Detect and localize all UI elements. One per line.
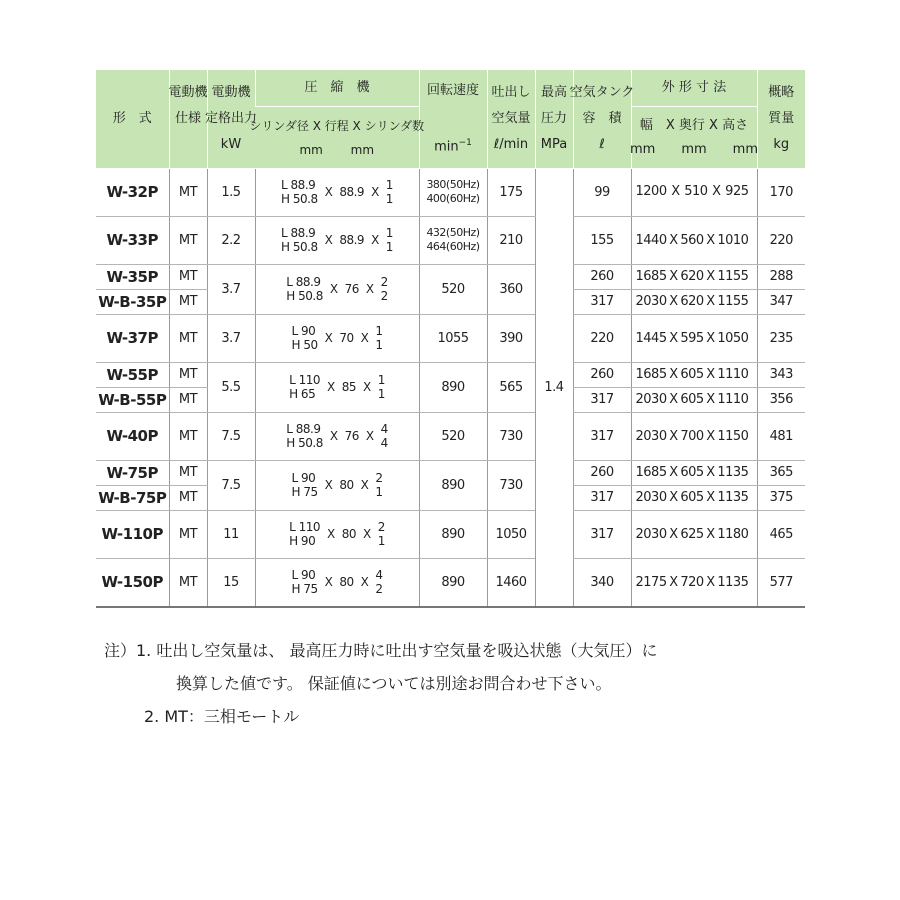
pressure-cell: 1.4 bbox=[535, 168, 573, 607]
dimension-value: 1135 bbox=[717, 465, 749, 480]
mass-cell: 288 bbox=[757, 264, 805, 289]
dimension-value: 605 bbox=[680, 367, 704, 382]
cylinder-count: 1 bbox=[375, 324, 383, 338]
dimension-value: 560 bbox=[680, 232, 704, 248]
model-cell: W-40P bbox=[96, 412, 169, 460]
model-cell: W-37P bbox=[96, 314, 169, 362]
mass-cell: 235 bbox=[757, 314, 805, 362]
dimension-value: X bbox=[669, 232, 678, 248]
dimension-value: X bbox=[669, 428, 678, 444]
dimension-value: 2030 bbox=[635, 294, 667, 309]
bore-value: L 88.9 bbox=[281, 177, 316, 192]
dimension-value: 1110 bbox=[717, 392, 749, 407]
times-sign: X bbox=[371, 233, 379, 247]
kw-cell: 5.5 bbox=[207, 362, 255, 412]
rpm-value: 890 bbox=[441, 477, 465, 493]
cylinder-count: 2 bbox=[380, 275, 388, 289]
bore-value: L 110 bbox=[289, 373, 320, 387]
bore-value: H 75 bbox=[291, 485, 318, 499]
table-row bbox=[96, 314, 805, 362]
cylinder-count: 2 bbox=[375, 471, 383, 485]
spec-table bbox=[96, 70, 805, 608]
air-cell: 175 bbox=[487, 168, 535, 216]
table-row bbox=[96, 264, 805, 289]
dimension-value: X bbox=[669, 367, 678, 382]
header-tank: 空気タンク 容 積 ℓ bbox=[573, 70, 631, 168]
dimension-value: 1135 bbox=[717, 574, 749, 590]
header-mass: 概略 質量 kg bbox=[757, 70, 805, 168]
bore-value: L 88.9 bbox=[286, 275, 321, 289]
dimension-value: 1150 bbox=[717, 428, 749, 444]
header-discharge: 吐出し 空気量 ℓ/min bbox=[487, 70, 535, 168]
times-sign: X bbox=[360, 478, 369, 492]
times-sign: X bbox=[324, 575, 333, 589]
bore-value: L 90 bbox=[291, 471, 316, 485]
air-cell: 565 bbox=[487, 362, 535, 412]
table-header bbox=[96, 70, 805, 168]
times-sign: X bbox=[360, 575, 369, 589]
dimension-value: X bbox=[706, 428, 715, 444]
table-row bbox=[96, 216, 805, 264]
model-cell: W-35P bbox=[96, 264, 169, 289]
stroke-value: 88.9 bbox=[339, 184, 365, 199]
cylinder-count: 1 bbox=[377, 373, 385, 387]
rpm-cell bbox=[419, 168, 487, 216]
kw-cell: 3.7 bbox=[207, 314, 255, 362]
times-sign: X bbox=[360, 331, 369, 345]
table-row bbox=[96, 168, 805, 216]
tank-cell: 260 bbox=[573, 264, 631, 289]
times-sign: X bbox=[371, 184, 379, 199]
bore-value: L 88.9 bbox=[286, 422, 321, 436]
times-sign: X bbox=[324, 331, 333, 345]
dimension-value: X bbox=[706, 490, 715, 505]
times-sign: X bbox=[363, 380, 371, 394]
dimension-value: X bbox=[706, 294, 715, 309]
cylinder-count: 2 bbox=[380, 289, 388, 303]
model-cell: W-150P bbox=[96, 558, 169, 607]
dimension-value: 605 bbox=[680, 392, 704, 407]
tank-cell: 317 bbox=[573, 387, 631, 412]
model-cell: W-B-55P bbox=[96, 387, 169, 412]
tank-cell: 155 bbox=[573, 216, 631, 264]
bore-value: H 50.8 bbox=[281, 191, 318, 206]
tank-cell: 260 bbox=[573, 460, 631, 485]
kw-cell: 11 bbox=[207, 510, 255, 558]
motor-cell: MT bbox=[169, 412, 207, 460]
header-model: 形 式 bbox=[96, 70, 169, 168]
model-cell: W-B-75P bbox=[96, 485, 169, 510]
bore-value: H 90 bbox=[289, 534, 316, 548]
rpm-value: 400(60Hz) bbox=[426, 192, 480, 205]
dimensions-cell bbox=[631, 264, 757, 289]
dimensions-cell bbox=[631, 362, 757, 387]
air-cell: 1460 bbox=[487, 558, 535, 607]
header-dimensions: 外 形 寸 法 bbox=[631, 70, 757, 107]
cylinder-count: 1 bbox=[377, 534, 385, 548]
cylinder-count: 1 bbox=[385, 240, 393, 254]
air-cell: 360 bbox=[487, 264, 535, 314]
rpm-cell bbox=[419, 510, 487, 558]
dimension-value: X bbox=[669, 526, 678, 542]
rpm-cell bbox=[419, 412, 487, 460]
kw-cell: 2.2 bbox=[207, 216, 255, 264]
dimension-value: 605 bbox=[680, 465, 704, 480]
dimension-value: 2030 bbox=[635, 392, 667, 407]
cylinder-cell bbox=[255, 168, 419, 216]
motor-cell: MT bbox=[169, 510, 207, 558]
dimension-value: 1010 bbox=[717, 232, 749, 248]
dimension-value: X bbox=[669, 392, 678, 407]
dimension-value: 1155 bbox=[717, 269, 749, 284]
tank-cell: 317 bbox=[573, 289, 631, 314]
header-motor-spec: 電動機 仕様 bbox=[169, 70, 207, 168]
dimension-value: X bbox=[671, 184, 680, 200]
tank-cell: 220 bbox=[573, 314, 631, 362]
dimension-value: X bbox=[706, 330, 715, 346]
note-1-line-2: 換算した値です。 保証値については別途お問合わせ下さい。 bbox=[176, 674, 612, 693]
table-row bbox=[96, 558, 805, 607]
cylinder-count: 1 bbox=[377, 387, 385, 401]
rpm-cell bbox=[419, 216, 487, 264]
rpm-value: 520 bbox=[441, 281, 465, 297]
stroke-value: 70 bbox=[339, 331, 354, 345]
table-row bbox=[96, 362, 805, 387]
stroke-value: 80 bbox=[341, 527, 357, 541]
dimensions-cell bbox=[631, 216, 757, 264]
dimension-value: 620 bbox=[680, 269, 704, 284]
motor-cell: MT bbox=[169, 264, 207, 289]
note-2: 2. MT：三相モートル bbox=[144, 707, 300, 726]
bore-value: H 50 bbox=[291, 338, 318, 352]
dimension-value: X bbox=[669, 330, 678, 346]
motor-cell: MT bbox=[169, 485, 207, 510]
dimension-value: X bbox=[706, 526, 715, 542]
note-1-line-1: 注）1. 吐出し空気量は、 最高圧力時に吐出す空気量を吸込状態（大気圧）に bbox=[104, 641, 658, 660]
stroke-value: 76 bbox=[344, 429, 359, 443]
rpm-cell bbox=[419, 362, 487, 412]
mass-cell: 343 bbox=[757, 362, 805, 387]
bore-value: H 50.8 bbox=[286, 289, 323, 303]
air-cell: 1050 bbox=[487, 510, 535, 558]
mass-cell: 170 bbox=[757, 168, 805, 216]
dimension-value: X bbox=[706, 367, 715, 382]
header-speed: 回転速度 $\min^{-1}$ bbox=[419, 70, 487, 168]
times-sign: X bbox=[329, 282, 338, 296]
rpm-value: 890 bbox=[441, 526, 465, 542]
dimension-value: X bbox=[706, 574, 715, 590]
kw-cell: 15 bbox=[207, 558, 255, 607]
dimension-value: X bbox=[669, 574, 678, 590]
dimension-value: 2030 bbox=[635, 526, 667, 542]
table-row bbox=[96, 412, 805, 460]
mass-cell: 481 bbox=[757, 412, 805, 460]
dimensions-cell bbox=[631, 510, 757, 558]
bore-value: L 88.9 bbox=[281, 226, 316, 240]
dimension-value: X bbox=[669, 490, 678, 505]
dimensions-cell bbox=[631, 289, 757, 314]
header-cylinder: シリンダ径 X 行程 X シリンダ数 mm mm bbox=[255, 107, 419, 169]
dimension-value: 1050 bbox=[717, 330, 749, 346]
times-sign: X bbox=[324, 478, 333, 492]
dimension-value: 1155 bbox=[717, 294, 749, 309]
motor-cell: MT bbox=[169, 387, 207, 412]
cylinder-cell bbox=[255, 362, 419, 412]
rpm-cell bbox=[419, 314, 487, 362]
cylinder-count: 1 bbox=[385, 177, 393, 192]
model-cell: W-75P bbox=[96, 460, 169, 485]
mass-cell: 356 bbox=[757, 387, 805, 412]
dimension-value: 1685 bbox=[635, 367, 667, 382]
dimension-value: X bbox=[706, 465, 715, 480]
model-cell: W-110P bbox=[96, 510, 169, 558]
dimension-value: 720 bbox=[680, 574, 704, 590]
tank-cell: 340 bbox=[573, 558, 631, 607]
tank-cell: 260 bbox=[573, 362, 631, 387]
dimension-value: 625 bbox=[680, 526, 704, 542]
motor-cell: MT bbox=[169, 558, 207, 607]
table-body bbox=[96, 168, 805, 607]
stroke-value: 88.9 bbox=[339, 233, 365, 247]
table-row bbox=[96, 510, 805, 558]
mass-cell: 365 bbox=[757, 460, 805, 485]
times-sign: X bbox=[327, 527, 335, 541]
dimensions-cell bbox=[631, 412, 757, 460]
cylinder-count: 2 bbox=[377, 520, 385, 534]
dimension-value: 2030 bbox=[635, 428, 667, 444]
tank-cell: 317 bbox=[573, 510, 631, 558]
cylinder-cell bbox=[255, 412, 419, 460]
cylinder-cell bbox=[255, 264, 419, 314]
kw-cell: 1.5 bbox=[207, 168, 255, 216]
times-sign: X bbox=[324, 184, 333, 199]
model-cell: W-B-35P bbox=[96, 289, 169, 314]
cylinder-cell bbox=[255, 460, 419, 510]
dimensions-cell bbox=[631, 387, 757, 412]
dimension-value: X bbox=[706, 269, 715, 284]
air-cell: 210 bbox=[487, 216, 535, 264]
header-compressor: 圧 縮 機 bbox=[255, 70, 419, 107]
cylinder-count: 4 bbox=[375, 568, 383, 582]
air-cell: 730 bbox=[487, 460, 535, 510]
times-sign: X bbox=[365, 282, 374, 296]
dimension-value: X bbox=[669, 465, 678, 480]
rpm-cell bbox=[419, 558, 487, 607]
cylinder-cell bbox=[255, 558, 419, 607]
rpm-value: 890 bbox=[441, 379, 465, 395]
rpm-value: 890 bbox=[441, 574, 465, 590]
dimension-value: 1445 bbox=[635, 330, 667, 346]
motor-cell: MT bbox=[169, 216, 207, 264]
motor-cell: MT bbox=[169, 168, 207, 216]
times-sign: X bbox=[324, 233, 333, 247]
dimension-value: 1135 bbox=[717, 490, 749, 505]
motor-cell: MT bbox=[169, 460, 207, 485]
table-row bbox=[96, 460, 805, 485]
cylinder-cell bbox=[255, 510, 419, 558]
dimension-value: 925 bbox=[725, 184, 749, 200]
header-dimensions-sub: 幅 X 奥行 X 高さ mm mm mm bbox=[631, 107, 757, 169]
dimension-value: X bbox=[669, 294, 678, 309]
dimension-value: 595 bbox=[680, 330, 704, 346]
rpm-value: 1055 bbox=[437, 330, 469, 346]
dimension-value: X bbox=[712, 184, 721, 200]
bore-value: H 50.8 bbox=[286, 436, 323, 450]
kw-cell: 7.5 bbox=[207, 460, 255, 510]
dimensions-cell bbox=[631, 168, 757, 216]
cylinder-count: 1 bbox=[375, 338, 383, 352]
motor-cell: MT bbox=[169, 362, 207, 387]
times-sign: X bbox=[363, 527, 371, 541]
cylinder-count: 4 bbox=[380, 436, 388, 450]
rpm-cell bbox=[419, 460, 487, 510]
cylinder-cell bbox=[255, 314, 419, 362]
dimension-value: 1200 bbox=[635, 184, 667, 200]
times-sign: X bbox=[365, 429, 374, 443]
cylinder-cell bbox=[255, 216, 419, 264]
dimensions-cell bbox=[631, 314, 757, 362]
dimension-value: 1685 bbox=[635, 269, 667, 284]
cylinder-count: 1 bbox=[385, 191, 393, 206]
bore-value: L 90 bbox=[291, 324, 316, 338]
stroke-value: 85 bbox=[341, 380, 357, 394]
mass-cell: 220 bbox=[757, 216, 805, 264]
tank-cell: 317 bbox=[573, 485, 631, 510]
dimensions-cell bbox=[631, 485, 757, 510]
bore-value: H 65 bbox=[289, 387, 316, 401]
rpm-cell bbox=[419, 264, 487, 314]
air-cell: 730 bbox=[487, 412, 535, 460]
dimension-value: 1110 bbox=[717, 367, 749, 382]
dimension-value: 1180 bbox=[717, 526, 749, 542]
cylinder-count: 2 bbox=[375, 582, 383, 596]
dimension-value: 510 bbox=[684, 184, 708, 200]
mass-cell: 465 bbox=[757, 510, 805, 558]
stroke-value: 80 bbox=[339, 575, 354, 589]
rpm-value: 380(50Hz) bbox=[426, 178, 480, 191]
bore-value: H 50.8 bbox=[281, 240, 318, 254]
times-sign: X bbox=[329, 429, 338, 443]
dimension-value: 605 bbox=[680, 490, 704, 505]
header-motor-output: 電動機 定格出力 kW bbox=[207, 70, 255, 168]
model-cell: W-55P bbox=[96, 362, 169, 387]
notes bbox=[104, 634, 657, 733]
dimension-value: 700 bbox=[680, 428, 704, 444]
stroke-value: 76 bbox=[344, 282, 359, 296]
dimension-value: 2175 bbox=[635, 574, 667, 590]
dimension-value: 620 bbox=[680, 294, 704, 309]
mass-cell: 347 bbox=[757, 289, 805, 314]
rpm-value: 464(60Hz) bbox=[426, 240, 480, 253]
dimension-value: 1440 bbox=[635, 232, 667, 248]
bore-value: L 90 bbox=[291, 568, 316, 582]
model-cell: W-32P bbox=[96, 168, 169, 216]
dimension-value: 1685 bbox=[635, 465, 667, 480]
dimension-value: X bbox=[706, 232, 715, 248]
rpm-value: 432(50Hz) bbox=[426, 226, 480, 239]
stroke-value: 80 bbox=[339, 478, 354, 492]
mass-cell: 577 bbox=[757, 558, 805, 607]
header-pressure: 最高 圧力 MPa bbox=[535, 70, 573, 168]
times-sign: X bbox=[327, 380, 335, 394]
bore-value: H 75 bbox=[291, 582, 318, 596]
dimensions-cell bbox=[631, 460, 757, 485]
bore-value: L 110 bbox=[289, 520, 320, 534]
dimension-value: 2030 bbox=[635, 490, 667, 505]
tank-cell: 99 bbox=[573, 168, 631, 216]
model-cell: W-33P bbox=[96, 216, 169, 264]
mass-cell: 375 bbox=[757, 485, 805, 510]
motor-cell: MT bbox=[169, 289, 207, 314]
motor-cell: MT bbox=[169, 314, 207, 362]
tank-cell: 317 bbox=[573, 412, 631, 460]
rpm-value: 520 bbox=[441, 428, 465, 444]
kw-cell: 7.5 bbox=[207, 412, 255, 460]
cylinder-count: 1 bbox=[375, 485, 383, 499]
dimension-value: X bbox=[706, 392, 715, 407]
kw-cell: 3.7 bbox=[207, 264, 255, 314]
cylinder-count: 4 bbox=[380, 422, 388, 436]
cylinder-count: 1 bbox=[385, 226, 393, 240]
dimension-value: X bbox=[669, 269, 678, 284]
air-cell: 390 bbox=[487, 314, 535, 362]
dimensions-cell bbox=[631, 558, 757, 607]
